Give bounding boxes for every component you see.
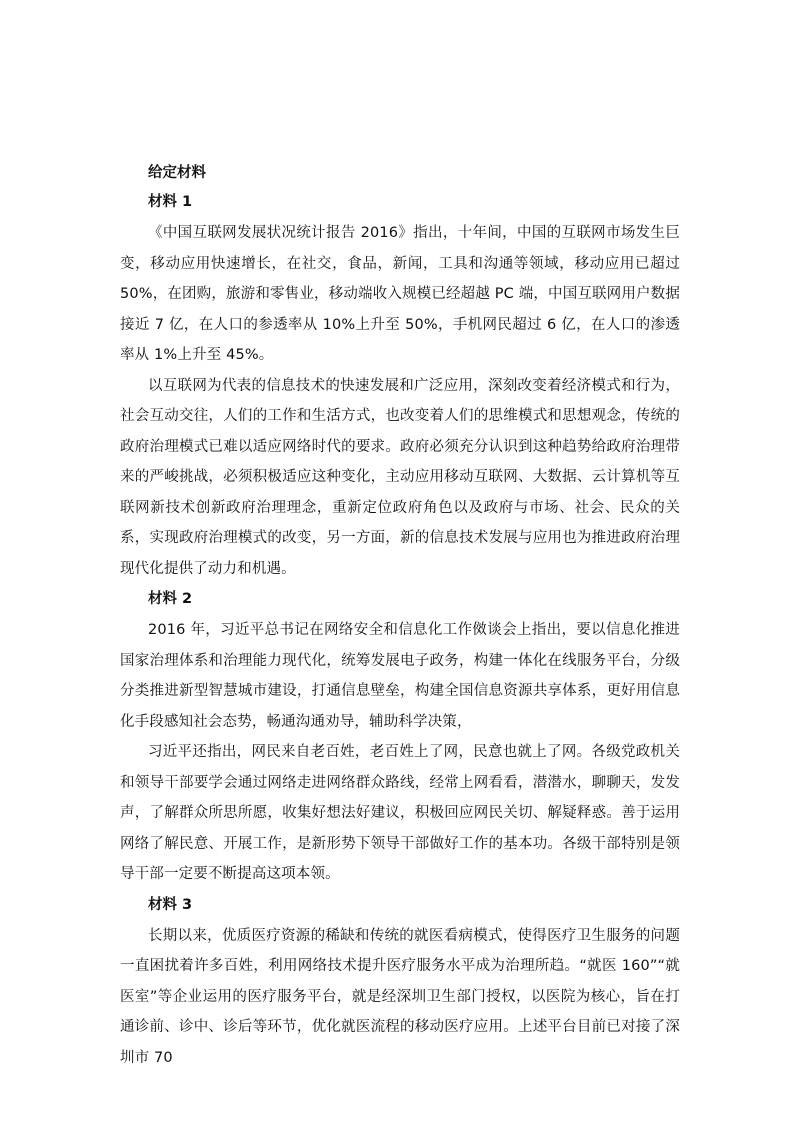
material-1-paragraph-2: 以互联网为代表的信息技术的快速发展和广泛应用，深刻改变着经济模式和行为，社会互动交往，人们的工作和生活方式，也改变着人们的思维模式和思想观念，传统的政府治理模式已难以适应网络时代的要求。政府必须充分认识到这种趋势给政府治理带来的严峻挑战，必须积极适应这种变化，主动应用移动互联网、大数据、云计算机等互联网新技术创新政府治理理念，重新定位政府角色以及政府与市场、社会、民众的关系，实现政府治理模式的改变，另一方面，新的信息技术发展与应用也为推进政府治理现代化提供了动力和机遇。 [120,377,680,577]
material-3-heading: 材料 3 [148,896,193,913]
material-2-paragraph-1: 2016 年，习近平总书记在网络安全和信息化工作傚谈会上指出，要以信息化推进国家治理体系和治理能力现代化，统筹发展电子政务，构建一体化在线服务平台，分级分类推进新型智慧城市建设，打通信息壁垒，构建全国信息资源共享体系，更好用信息化手段感知社会态势，畅通沟通劝导，辅助科学决策， [120,622,680,730]
material-1-heading: 材料 1 [148,194,193,210]
document-body [120,160,680,1073]
section-title: 给定材料 [148,165,206,181]
material-2-paragraph-2: 习近平还指出，网民来自老百姓，老百姓上了网，民意也就上了网。各级党政机关和领导干部要学会通过网络走进网络群众路线，经常上网看看，潜潜水，聊聊天，发发声，了解群众所思所愿，收集好想法好建议，积极回应网民关切、解疑释惑。善于运用网络了解民意、开展工作，是新形势下领导干部做好工作的基本功。各级干部特别是领导干部一定要不断提高这项本领。 [120,744,680,882]
material-2-heading: 材料 2 [148,591,193,607]
material-1-paragraph-1: 《中国互联网发展状况统计报告 2016》指出，十年间，中国的互联网市场发生巨变，移动应用快速增长，在社交，食品，新闻，工具和沟通等领域，移动应用已超过 50%，在团购，旅游和零售业，移动端收入规模已经超越 PC 端，中国互联网用户数据接近 7 亿，在人口的参透率从 10%上升至 50%，手机网民超过 6 亿，在人口的渗透率从 1%上升至 45%。 [120,225,680,363]
material-3-paragraph-1: 长期以来，优质医疗资源的稀缺和传统的就医看病模式，使得医疗卫生服务的问题一直困扰着许多百姓，利用网络技术提升医疗服务水平成为治理所趋。“就医 160”“就医室”等企业运用的医疗服务平台，就是经深圳卫生部门授权，以医院为核心，旨在打通诊前、诊中、诊后等环节，优化就医流程的移动医疗应用。上述平台目前已对接了深圳市 70 [120,927,680,1066]
